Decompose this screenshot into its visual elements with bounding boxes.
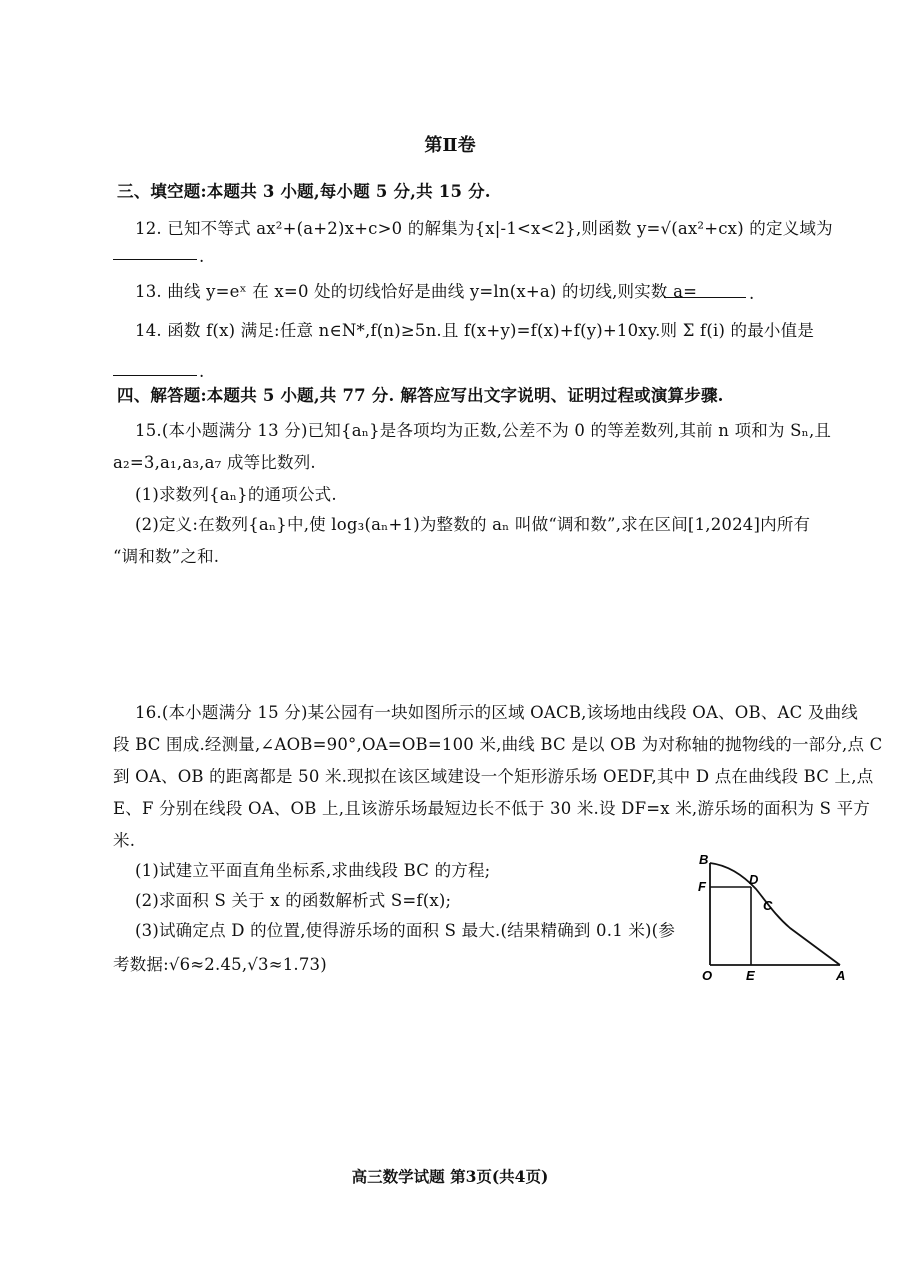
label-e: E	[746, 968, 755, 983]
section-3-heading: 三、填空题:本题共 3 小题,每小题 5 分,共 15 分.	[117, 182, 491, 201]
label-d: D	[749, 872, 759, 887]
answer-blank-13	[664, 297, 746, 298]
question-16-line-5: 米.	[113, 831, 136, 850]
question-13-end: .	[749, 284, 755, 303]
section-4-heading: 四、解答题:本题共 5 小题,共 77 分. 解答应写出文字说明、证明过程或演算步骤.	[117, 386, 724, 405]
question-15-part-1: (1)求数列{aₙ}的通项公式.	[135, 485, 337, 504]
label-c: C	[763, 898, 773, 913]
label-a: A	[836, 968, 846, 983]
question-13-text: 13. 曲线 y=eˣ 在 x=0 处的切线恰好是曲线 y=ln(x+a) 的切线,则实数 a=	[135, 282, 698, 301]
question-12-end: .	[199, 247, 205, 266]
question-16-line-4: E、F 分别在线段 OA、OB 上,且该游乐场最短边长不低于 30 米.设 DF=x 米,游乐场的面积为 S 平方	[113, 799, 871, 818]
question-15-line-2: a₂=3,a₁,a₃,a₇ 成等比数列.	[113, 453, 316, 472]
label-o: O	[702, 968, 713, 983]
question-14-text: 14. 函数 f(x) 满足:任意 n∈N*,f(n)≥5n.且 f(x+y)=f(x)+f(y)+10xy.则 Σ f(i) 的最小值是	[135, 321, 815, 340]
question-12-text: 12. 已知不等式 ax²+(a+2)x+c>0 的解集为{x|-1<x<2},则函数 y=√(ax²+cx) 的定义域为	[135, 219, 833, 238]
answer-blank-12	[113, 259, 197, 260]
page-footer: 高三数学试题 第3页(共4页)	[351, 1167, 549, 1186]
answer-blank-14	[113, 375, 197, 376]
question-16-part-3-line-2: 考数据:√6≈2.45,√3≈1.73)	[113, 955, 327, 974]
question-16-part-2: (2)求面积 S 关于 x 的函数解析式 S=f(x);	[135, 891, 452, 910]
question-16-line-1: 16.(本小题满分 15 分)某公园有一块如图所示的区域 OACB,该场地由线段 OA、OB、AC 及曲线	[135, 703, 859, 722]
question-16-part-1: (1)试建立平面直角坐标系,求曲线段 BC 的方程;	[135, 861, 491, 880]
page-title: 第Ⅱ卷	[424, 135, 476, 156]
question-14-end: .	[199, 362, 205, 381]
question-15-part-2-line-2: “调和数”之和.	[113, 547, 220, 566]
question-16-line-2: 段 BC 围成.经测量,∠AOB=90°,OA=OB=100 米,曲线 BC 是以 OB 为对称轴的抛物线的一部分,点 C	[113, 735, 883, 754]
label-f: F	[698, 879, 706, 894]
question-15-part-2-line-1: (2)定义:在数列{aₙ}中,使 log₃(aₙ+1)为整数的 aₙ 叫做“调和数”,求在区间[1,2024]内所有	[135, 515, 811, 534]
question-16-line-3: 到 OA、OB 的距离都是 50 米.现拟在该区域建设一个矩形游乐场 OEDF,其中 D 点在曲线段 BC 上,点	[113, 767, 874, 786]
region-figure	[690, 850, 850, 985]
question-16-part-3-line-1: (3)试确定点 D 的位置,使得游乐场的面积 S 最大.(结果精确到 0.1 米)(参	[135, 921, 676, 940]
label-b: B	[699, 852, 709, 867]
question-15-line-1: 15.(本小题满分 13 分)已知{aₙ}是各项均为正数,公差不为 0 的等差数列,其前 n 项和为 Sₙ,且	[135, 421, 832, 440]
curve-bc-and-segment-ca	[710, 863, 840, 965]
